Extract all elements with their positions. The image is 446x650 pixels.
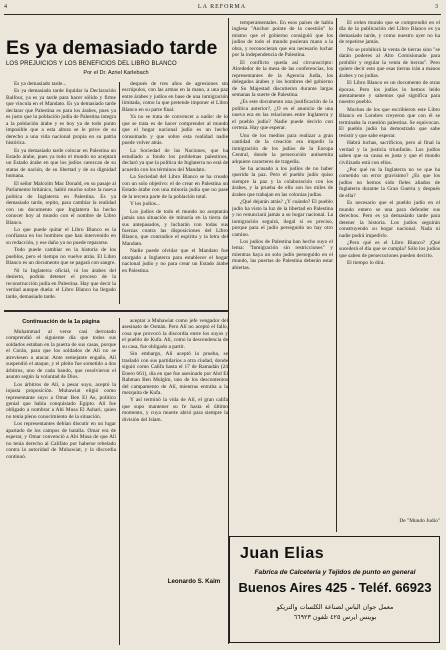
paragraph: después de tres años de agresiones sin escrúpulos, con las armas en la mano, a una paz entre árabes y judíos en base de una inmigración limitada, como la que pretende imponer el Libro Blanco en su parte final. [122, 81, 228, 113]
paragraph: ¿Pero qué es el Libro Blanco? ¡Qué sucederá el día que se cumpla? Sólo los judíos que saben de persecuciones pueden decirlo. [339, 239, 440, 259]
juan-elias-advertisement [229, 536, 440, 643]
paragraph: Es ya demasiado tarde liquidar la Declaración Balfour, ya es ya tarde para hacer sólido y firme que vincula en el Mandato. Es ya demasiado tarde declarar que Palestina es para los árabes, pues ya es justo que la población judía de Palestina integra a la población árabe y es hoy ya de todo punto imposible que a esta altura se le prive de su derecho a una vida nacional propia en su patria histórica. [6, 88, 116, 147]
ad-arabic-line-2: بوينس ايرس ٤٢٥ تلفون ٦٦٩٢٣ [293, 613, 377, 621]
article-author: Por el Dr. Azriel Karlebach [83, 70, 149, 76]
paragraph: Todo puede cambiar en la historia de los pueblos, pero el tiempo no vuelve atrás. El Libro Blanco es un documento que se pagará con sangre. [6, 247, 116, 267]
article1-column-1 [6, 81, 116, 303]
column-3 [232, 20, 333, 530]
paragraph: Se ha acusado a los judíos de no haber querido la paz. Pero el pueblo judío quiso siempre la paz y la colaboración con los árabes, y la prueba de ello son los miles de árabes que trabajan en las colonias judías. [232, 165, 333, 198]
paragraph: aceptar a Muhawiat como jefe vengador del asesinato de Osmán. Pero Alí no aceptó el fallo, cosa que provocó la discordia entre los suyos y el pueblo de Kufa. Alí, como la descendencia de su casa, fue obligado a partir. [122, 318, 228, 350]
paragraph: temperamentales. En esos países de habla inglesa "Anchor pointe de la cuestión" lo mismo que el gobierno consiguió que los judíos de todo el mundo pusieran mano a la obra, y reconocieran que era necesario luchar por la independencia de Palestina. [232, 20, 333, 59]
paragraph: Y así terminó la vida de Alí, el gran califa que supo mantener su fe hasta el último momento, y cuya muerte abrió para siempre la división del Islam. [122, 397, 228, 423]
ad-business-name: Juan Elias [240, 545, 325, 562]
section-rule [4, 310, 228, 312]
ad-arabic-line-1: معمل جوان الياس لصناعة الكلسات والتريكو [276, 603, 394, 611]
paragraph: ¿Es este documento una justificación de la política anterior?, ¿O es el anuncio de una nueva era en las relaciones entre Inglaterra y el pueblo judío? Nadie puede decirlo con certeza. Hay que esperar. [232, 99, 333, 132]
paragraph: No se prohibirá la venta de tierras sino "se darán poderes al Alto Comisionado para prohibir y regular la venta de tierras". Pero quiere decir esto que esas tierras irán a manos árabes y no judías. [339, 46, 440, 79]
paragraph: Sin embargo, Alí aceptó la prueba, se trasladó con sus partidarios a otra ciudad, donde siguió como Califa hasta el 17 de Ramadán (24 Enero 661), día en que fue asesinado por Abd El Rahman Ben Mulgim, uno de los descontentos del campamento de Alí, mientras entraba a la mezquita de Kufa. [122, 351, 228, 396]
page-number-right: 3 [435, 4, 438, 10]
paragraph: Los árbitros de Alí, a pesar suyo, aceptó la injusta proposición. Muhawiat eligió como representante suyo a Omar Ben El As, político genial que había conquistado Egipto. Alí fue obligado a nombrar a Abi Musa El Ashari, quien no tenía pleno conocimiento de la situación. [6, 381, 116, 420]
paragraph: El Libro Blanco es un documento de otras épocas. Pero los judíos lo hemos leído atentamente y sabemos qué significa para nuestro pueblo. [339, 80, 440, 106]
paragraph: Y los judíos... [130, 201, 160, 208]
page-header [4, 4, 440, 12]
column-4 [339, 20, 440, 514]
column-rule [119, 318, 120, 645]
article2-column-2 [122, 318, 228, 573]
article-title: Es ya demasiado tarde [6, 37, 218, 59]
column-4-source: De "Mundo Judío" [399, 518, 440, 524]
paragraph: Ni la Inglaterra oficial, ni los árabes del desierto, podrán detener el proceso de la reconstrucción judía en Palestina. Hay que decir la verdad aunque duela: el Libro Blanco ha llegado tarde, demasiado tarde. [6, 267, 116, 300]
paragraph: Muhammad al verse casi derrotado comprendió el siguiente día que todos sus soldados estaban en la puerta de sus casas, porque el Corán, para que los soldados de Alí no se atreviesen a atacar. Ante semejante engaño, Alí suspendió el ataque, y el pleito fue sometido a dos árbitros, uno de cada bando, que resolvieron el asunto según la voluntad de Dios. [6, 329, 116, 381]
paragraph: Los judíos de Palestina han hecho suyo el lema: "Inmigración sin restricciones" y mientras haya un solo judío perseguido en el mundo, las puertas de Palestina deberán estar abiertas. [232, 238, 333, 271]
paragraph: El tiempo lo dirá. [347, 260, 385, 267]
paragraph: Uno de los medios para realizar a gran cantidad de la creación era impedir la inmigración de los judíos de la Europa Central, donde la persecución antisemita adquiere caracteres de tragedia. [232, 132, 333, 165]
paragraph: Habrá luchas, sacrificios, pero al final la verdad y la justicia triunfarán. Los judíos saben que su causa es justa y que el mundo civilizado está con ellos. [339, 140, 440, 166]
ad-tagline: Fabrica de Calcetería y Tejidos de punto en general [254, 569, 416, 576]
paragraph: Es necesario que el pueblo judío en el mundo entero se una para defender sus derechos. Pero es ya demasiado tarde para detener la historia. Los judíos seguirán construyendo su hogar nacional. Nada ni nadie podrá impedirlo. [339, 200, 440, 239]
paragraph: Es ya demasiado tarde colocar en Palestina un Estado árabe, pues ya todo el mundo no aceptará un Estado árabe en que los judíos carezcan de su status de nación, de su libertad y de su dignidad humana. [6, 147, 116, 180]
continuation-heading: Continuación de la 1a página [22, 319, 100, 325]
paragraph: Es ya demasiado tarde... [14, 81, 67, 87]
column-rule [336, 18, 337, 532]
masthead: LA REFORMA [197, 4, 247, 10]
ad-address: Buenos Aires 425 - Teléf. 66923 [238, 580, 432, 595]
paragraph: Los judíos de todo el mundo no aceptarán jamás una situación de minoría en la tierra de sus antepasados, y lucharán con todas sus fuerzas contra las disposiciones del Libro Blanco, que contradice el espíritu y la letra del Mandato. [122, 208, 228, 247]
paragraph: ¿Por qué no la Inglaterra no ve que ha cometido un error gravísimo? ¿Es que los judíos no hemos sido fieles aliados de Inglaterra durante la Gran Guerra y después de ella? [339, 166, 440, 199]
paragraph: Muchos de los que escribieron este Libro Blanco en Londres creyeron que con él se terminaba la cuestión palestina. Se equivocan. El pueblo judío ha demostrado que sabe resistir y que sabe esperar. [339, 106, 440, 139]
paragraph: El orden mundo que se comprendió en el día de la publicación del Libro Blanco es ya demasiado tarde, y como nuestro ayer no ha de repetirse jamás. [339, 20, 440, 46]
paragraph: Lo que puede quitar el Libro Blanco es la confianza en los hombres que han intervenido en su redacción, y ese daño ya no puede repararse. [6, 226, 116, 246]
article-subtitle: LOS PREJUICIOS Y LOS BENEFICIOS DEL LIBRO BLANCO [6, 61, 177, 67]
column-rule [119, 82, 120, 304]
paragraph: Nadie puede olvidar que el Mandato fue otorgado a Inglaterra para establecer el hogar nacional judío y no para crear un Estado árabe en Palestina. [122, 248, 228, 274]
paragraph: Los representantes debían discutir en un lugar apartado de los campos de batalla. Omar era de esperar, y Omar convenció a Abi Musa de que Alí no tenía derecho al Califato por haberse rebelado contra la autoridad de Muhawiat, y la discordia continuó. [6, 421, 116, 460]
paragraph: El señor Malcolm Mac Donald, en su pasaje al Parlamento británico, habló mucho sobre la nueva política de Inglaterra en Palestina. Es ya demasiado tarde, repito, para cambiar la realidad con un documento que Inglaterra ha hecho conocer hoy al mundo con el nombre de Libro Blanco. [6, 180, 116, 226]
article-signature: Leonardo S. Kaim [167, 578, 221, 585]
paragraph: Ya no se trata de convencer a nadie: de lo que se trata es de hacer comprender al mundo que el hogar nacional judío es un hecho consumado y que sobre esta realidad nadie puede volver atrás. [122, 114, 228, 147]
paragraph: ¿Qué dejarán atrás? ¿Y cuándo? El pueblo judío ha visto la luz de la libertad en Palestina y no renunciará jamás a su hogar nacional. La inmigración seguirá, ilegal si es preciso, porque para el judío perseguido no hay otro camino. [232, 199, 333, 238]
article1-column-2 [122, 81, 228, 303]
paragraph: La Sociedad de las Naciones, que ha estudiado a fondo los problemas palestinos, declaró ya que la política de Inglaterra no está de acuerdo con los términos del Mandato. [122, 147, 228, 173]
paragraph: El conflicto queda así circunscripto: Alrededor de la mesa de las conferencias, los representantes de la Agencia Judía, los delegados árabes y los hombres del gobierno de Su Majestad discutieron durante largas semanas la suerte de Palestina. [232, 59, 333, 98]
page-number-left: 4 [4, 4, 7, 10]
paragraph: La Sociedad del Libro Blanco se ha creado con un solo objetivo: el de crear en Palestina un Estado árabe con una minoría judía que no pase de la tercera parte de la población total. [122, 174, 228, 200]
article2-column-1 [6, 329, 116, 645]
header-rule [4, 14, 441, 15]
